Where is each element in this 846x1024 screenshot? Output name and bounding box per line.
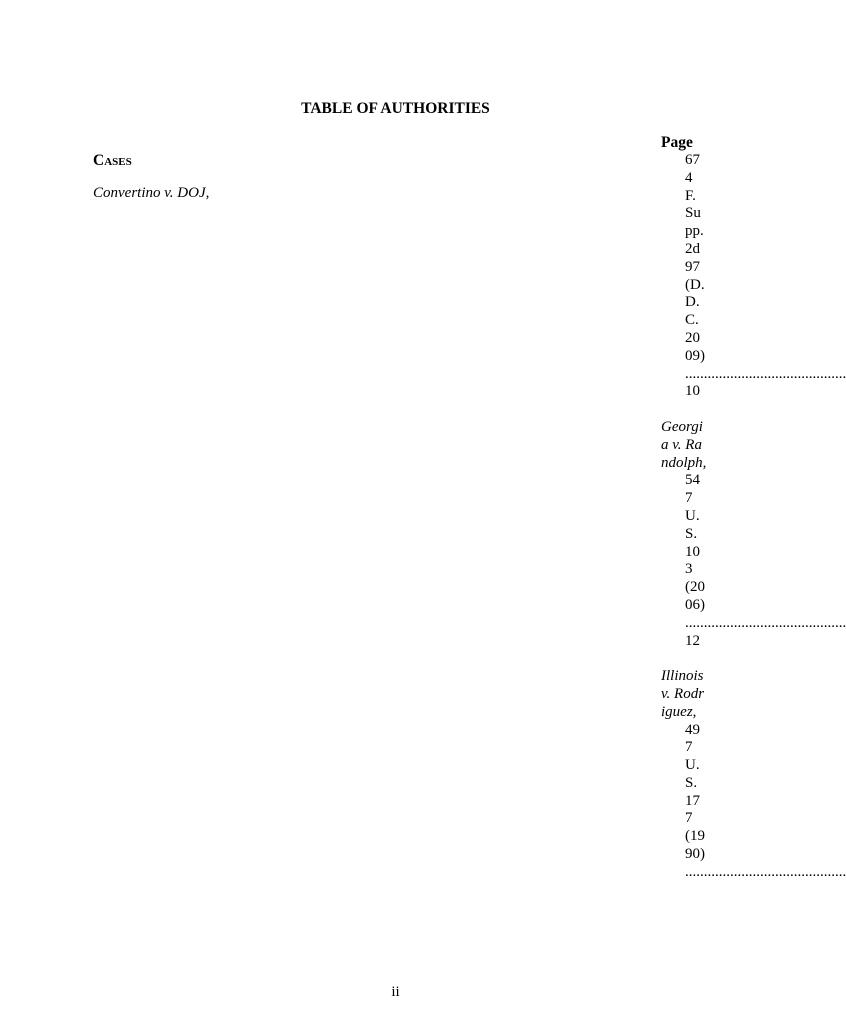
citation: 497 U.S. 177 (1990) xyxy=(685,721,705,863)
citation: 547 U.S. 103 (2006) xyxy=(685,472,705,613)
case-name: Illinois v. Rodriguez, xyxy=(661,668,705,720)
page-column-heading: Page xyxy=(661,134,693,151)
authorities-column xyxy=(661,152,846,882)
page-reference: 12 xyxy=(685,632,700,649)
authority-entry xyxy=(661,152,846,401)
page-reference: 10 xyxy=(685,383,700,400)
section-heading-cases: Cases xyxy=(93,152,132,169)
dot-leader: ........................................... xyxy=(685,863,846,880)
case-name-convertino: Convertino v. DOJ, xyxy=(93,185,210,201)
authority-entry xyxy=(661,418,846,650)
authority-entry xyxy=(661,668,846,882)
dot-leader: ........................................... xyxy=(685,614,846,631)
dot-leader: ........................................... xyxy=(685,365,846,382)
footer-page-number: ii xyxy=(391,984,400,1000)
toa-title: TABLE OF AUTHORITIES xyxy=(301,100,490,117)
case-name: Georgia v. Randolph, xyxy=(661,418,707,471)
citation: 674 F. Supp. 2d 97 (D.D.C. 2009) xyxy=(685,152,705,364)
